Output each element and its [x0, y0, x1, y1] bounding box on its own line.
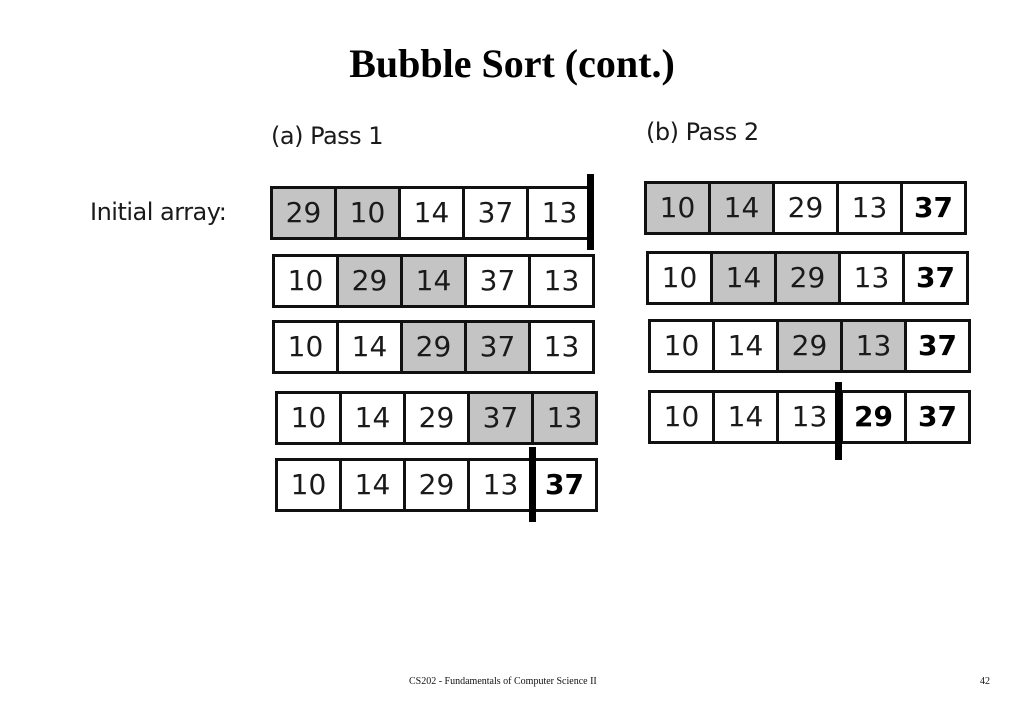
array-cell: 10	[287, 330, 324, 363]
array-cell: 10	[663, 400, 700, 433]
array-cell: 13	[528, 257, 592, 305]
array-cell: 37	[531, 461, 595, 509]
array-cell: 10	[663, 329, 700, 362]
array-cell: 13	[836, 184, 900, 232]
pass2-array-row	[644, 181, 967, 235]
pass1-array-row	[270, 186, 593, 240]
pass1-array-row	[275, 458, 598, 512]
array-cell: 13	[838, 254, 902, 302]
array-cell: 13	[467, 461, 531, 509]
array-cell: 14	[708, 184, 772, 232]
unsorted-boundary-divider	[529, 447, 536, 522]
array-cell: 14	[398, 189, 462, 237]
array-cell: 14	[400, 257, 464, 305]
array-cell: 13	[528, 323, 592, 371]
unsorted-boundary-divider	[835, 382, 842, 460]
array-cell: 29	[336, 257, 400, 305]
array-cell: 29	[273, 189, 334, 237]
array-cell: 37	[464, 257, 528, 305]
array-cell: 10	[334, 189, 398, 237]
array-cell: 10	[290, 401, 327, 434]
array-cell: 29	[772, 184, 836, 232]
array-cell: 37	[904, 393, 968, 441]
array-cell: 14	[712, 322, 776, 370]
initial-array-label: Initial array:	[90, 198, 227, 226]
array-cell: 13	[526, 189, 590, 237]
pass2-caption: (b) Pass 2	[646, 118, 759, 146]
unsorted-boundary-divider	[587, 174, 594, 250]
array-cell: 10	[290, 468, 327, 501]
array-cell: 13	[840, 322, 904, 370]
array-cell: 29	[400, 323, 464, 371]
array-cell: 29	[403, 461, 467, 509]
array-cell: 10	[647, 184, 708, 232]
array-cell: 13	[776, 393, 840, 441]
array-cell: 14	[710, 254, 774, 302]
pass1-array-row	[272, 320, 595, 374]
array-cell: 10	[661, 261, 698, 294]
array-cell: 37	[464, 323, 528, 371]
array-cell: 14	[712, 393, 776, 441]
array-cell: 37	[467, 394, 531, 442]
array-cell: 37	[462, 189, 526, 237]
slide-title: Bubble Sort (cont.)	[349, 41, 675, 86]
array-cell: 37	[902, 254, 966, 302]
array-cell: 13	[531, 394, 595, 442]
footer-course-title: CS202 - Fundamentals of Computer Science II	[409, 676, 597, 687]
array-cell: 37	[900, 184, 964, 232]
pass1-array-row	[275, 391, 598, 445]
array-cell: 29	[776, 322, 840, 370]
array-cell: 29	[840, 393, 904, 441]
page-number: 42	[980, 676, 990, 687]
array-cell: 10	[287, 264, 324, 297]
pass2-array-row	[648, 319, 971, 373]
array-cell: 37	[904, 322, 968, 370]
pass2-array-row	[646, 251, 969, 305]
array-cell: 14	[339, 461, 403, 509]
pass2-array-row	[648, 390, 971, 444]
pass1-array-row	[272, 254, 595, 308]
array-cell: 14	[339, 394, 403, 442]
array-cell: 14	[336, 323, 400, 371]
pass1-caption: (a) Pass 1	[271, 122, 384, 150]
array-cell: 29	[403, 394, 467, 442]
array-cell: 29	[774, 254, 838, 302]
